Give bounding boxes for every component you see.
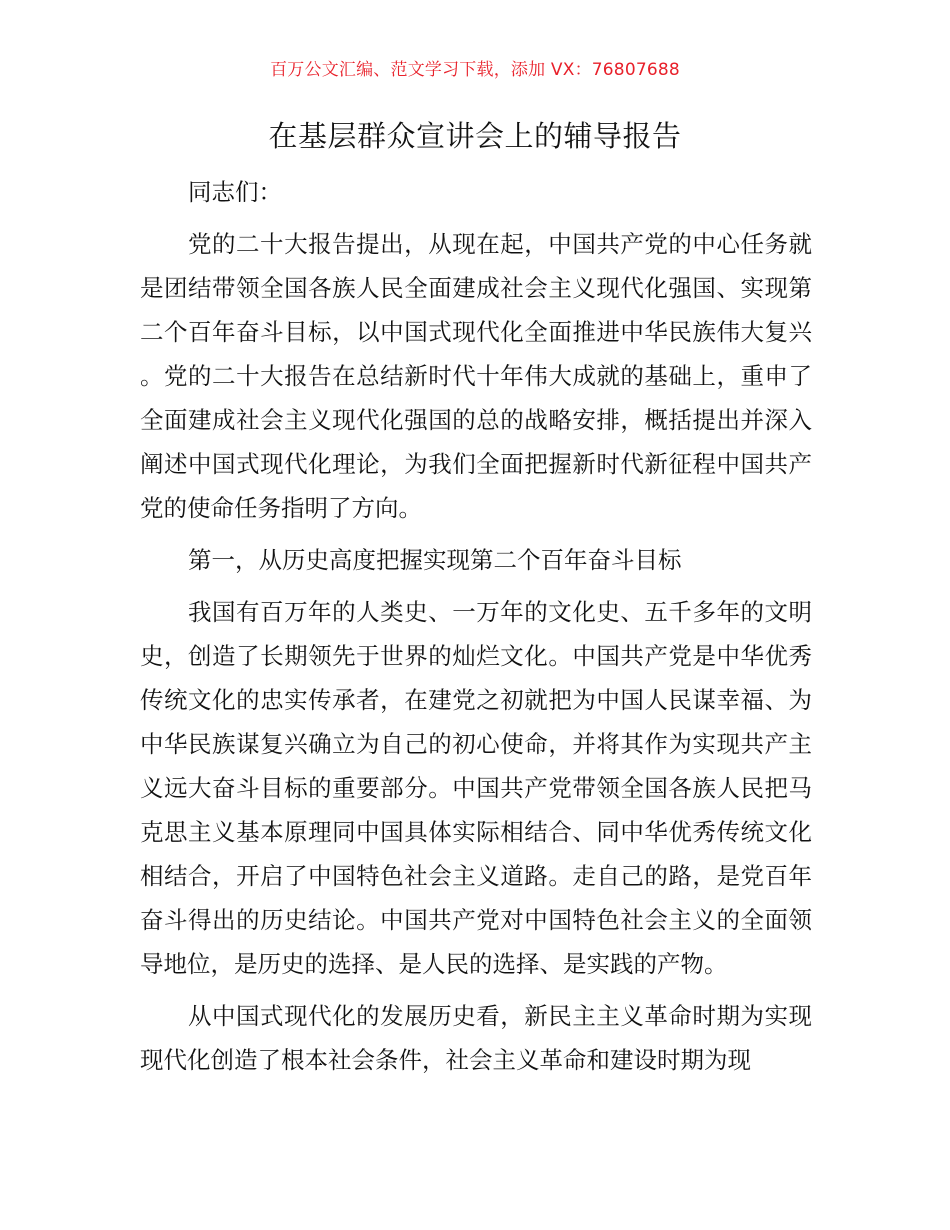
document-body — [140, 170, 812, 1090]
greeting: 同志们： — [188, 178, 282, 206]
paragraph-history: 我国有百万年的人类史、一万年的文化史、五千多年的文明史，创造了长期领先于世界的灿烂文化。中国共产党是中华优秀传统文化的忠实传承者，在建党之初就把为中国人民谋幸福、为中华民族谋复兴确立为自己的初心使命，并将其作为实现共产主义远大奋斗目标的重要部分。中国共产党带领全国各族人民把马克思主义基本原理同中国具体实际相结合、同中华优秀传统文化相结合，开启了中国特色社会主义道路。走自己的路，是党百年奋斗得出的历史结论。中国共产党对中国特色社会主义的全面领导地位，是历史的选择、是人民的选择、是实践的产物。 — [140, 598, 812, 978]
paragraph-intro: 党的二十大报告提出，从现在起，中国共产党的中心任务就是团结带领全国各族人民全面建成社会主义现代化强国、实现第二个百年奋斗目标，以中国式现代化全面推进中华民族伟大复兴。党的二十大报告在总结新时代十年伟大成就的基础上，重申了全面建成社会主义现代化强国的总的战略安排，概括提出并深入阐述中国式现代化理论，为我们全面把握新时代新征程中国共产党的使命任务指明了方向。 — [140, 230, 812, 522]
section-heading-first: 第一，从历史高度把握实现第二个百年奋斗目标 — [188, 546, 682, 574]
paragraph-modernization-history: 从中国式现代化的发展历史看，新民主主义革命时期为实现现代化创造了根本社会条件，社会主义革命和建设时期为现 — [140, 1002, 812, 1074]
document-title: 在基层群众宣讲会上的辅导报告 — [268, 119, 682, 153]
promo-header-banner: 百万公文汇编、范文学习下载，添加 VX：76807688 — [270, 60, 680, 80]
